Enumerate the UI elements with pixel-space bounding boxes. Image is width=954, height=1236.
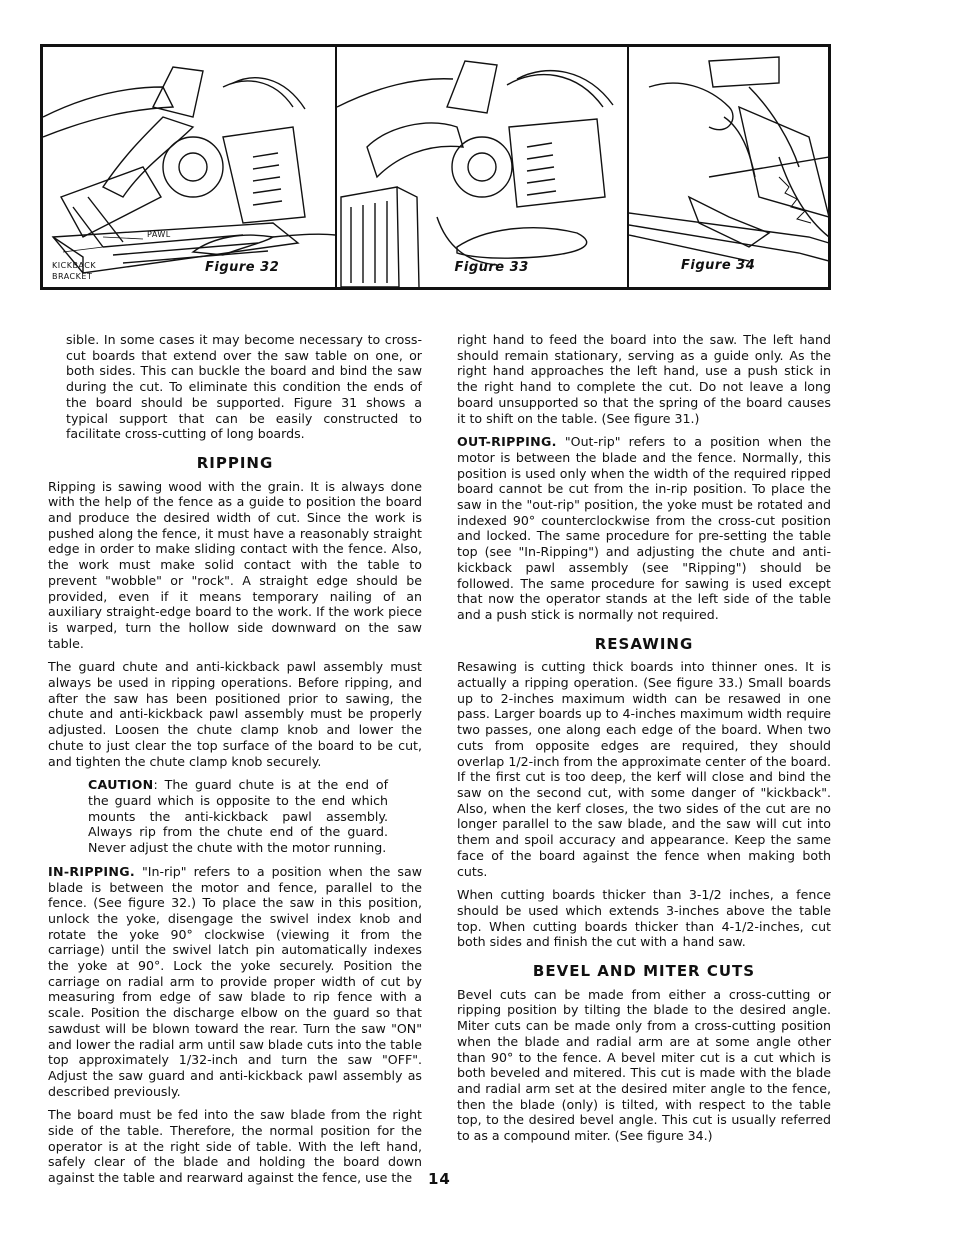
ripping-heading: RIPPING	[196, 453, 274, 472]
figure-strip	[40, 44, 831, 290]
figure-32	[43, 47, 335, 287]
pawl-label: PAWL	[147, 230, 171, 239]
out-ripping-text: "Out-rip" refers to a position when the motor is between the blade and the fence. Normally, this position is used only when the width of the required ripped board cannot be cut from the in-rip position. To place the saw in the "out-rip" position, the yoke must be rotated and indexed 90° counterclockwise from the cross-cut position and locked. The same procedure for pre-setting the table top (see "In-Ripping") and adjusting the chute and anti-kickback pawl assembly (see "Ripping") should be followed. The same procedure for sawing is used except that now the operator stands at the left side of the table and a push stick is normally not required.	[457, 434, 831, 622]
right-column	[457, 332, 831, 1152]
figure-34	[627, 47, 828, 287]
out-ripping-lead: OUT-RIPPING.	[457, 434, 557, 450]
out-ripping-paragraph	[457, 434, 831, 622]
figure-32-illustration	[43, 47, 335, 287]
kickback-label: KICKBACK	[52, 261, 97, 270]
caution-paragraph	[88, 777, 388, 856]
intro-paragraph: sible. In some cases it may become necessary to cross-cut boards that extend over the saw table on one, or both sides. This can buckle the board and bind the saw during the cut. To eliminate this condition the ends of the board should be supported. Figure 31 shows a typical support that can be easily constructed to facilitate cross-cutting of long boards.	[66, 332, 422, 442]
figure-34-illustration	[629, 47, 828, 287]
figure-33-caption: Figure 33	[454, 260, 529, 275]
bracket-label: BRACKET	[52, 272, 93, 281]
in-ripping-lead: IN-RIPPING.	[48, 863, 135, 879]
in-ripping-paragraph	[48, 864, 422, 1100]
continuation-paragraph: right hand to feed the board into the saw. The left hand should remain stationary, serving as a guide only. As the right hand approaches the left hand, use a push stick in the right hand to complete the cut. Do not leave a long board unsupported so that the spring of the board causes it to shift on the table. (See figure 31.)	[457, 332, 831, 426]
page-number: 14	[428, 1170, 451, 1188]
caution-lead: CAUTION	[88, 777, 154, 793]
figure-32-caption: Figure 32	[205, 260, 280, 275]
resawing-paragraph-2: When cutting boards thicker than 3-1/2 inches, a fence should be used which extends 3-inches above the table top. When cutting boards thicker than 4-1/2-inches, cut both sides and finish the cut with a hand saw.	[457, 887, 831, 950]
resawing-paragraph-1: Resawing is cutting thick boards into thinner ones. It is actually a ripping operation. (See figure 33.) Small boards up to 2-inches maximum width can be resawed in one pass. Larger boards up to 4-inches maximum width require two passes, one along each edge of the board. When two cuts from opposite edges are required, they should overlap 1/2-inch from the approximate center of the board. If the first cut is too deep, the kerf will close and bind the saw on the second cut, with some danger of "kickback". Also, when the kerf closes, the two sides of the cut are no longer parallel to the saw blade, and the saw will cut into them and spoil accuracy and appearance. Keep the same face of the board against the fence when making both cuts.	[457, 659, 831, 879]
ripping-paragraph-2: The guard chute and anti-kickback pawl assembly must always be used in ripping operations. Before ripping, and after the saw has been positioned prior to sawing, the chute and anti-kickback pawl assembly must be properly adjusted. Loosen the chute clamp knob and lower the chute to just clear the top surface of the board to be cut, and tighten the chute clamp knob securely.	[48, 659, 422, 769]
resawing-heading: RESAWING	[594, 634, 694, 653]
feed-paragraph: The board must be fed into the saw blade from the right side of the table. Therefore, the normal position for the operator is at the right side of table. With the left hand, safely clear of the blade and holding the board down against the table and rearward against the fence, use the	[48, 1107, 422, 1186]
figure-34-caption: Figure 34	[681, 258, 756, 273]
figure-33	[335, 47, 628, 287]
bevel-miter-heading: BEVEL AND MITER CUTS	[532, 962, 756, 981]
left-column	[48, 332, 422, 1194]
in-ripping-text: "In-rip" refers to a position when the saw blade is between the motor and fence, parallel to the fence. (See figure 32.) To place the saw in this position, unlock the yoke, disengage the swivel index knob and rotate the yoke 90° clockwise (viewing it from the carriage) until the swivel latch pin automatically indexes the yoke at 90°. Lock the yoke securely. Position the carriage on radial arm to provide proper width of cut by measuring from edge of saw blade to rip fence with a scale. Position the discharge elbow on the guard so that sawdust will be blown toward the rear. Turn the saw "ON" and lower the radial arm until saw blade cuts into the table top approximately 1/32-inch and turn the saw "OFF". Adjust the saw guard and anti-kickback pawl assembly as described previously.	[48, 863, 422, 1099]
figure-33-illustration	[337, 47, 628, 287]
caution-text: : The guard chute is at the end of the guard which is opposite to the end which mounts the anti-kickback pawl assembly. Always rip from the chute end of the guard. Never adjust the chute with the motor running.	[88, 777, 388, 856]
ripping-paragraph-1: Ripping is sawing wood with the grain. It is always done with the help of the fence as a guide to position the board and produce the desired width of cut. Since the work is pushed along the fence, it must have a reasonably straight edge in order to make sliding contact with the fence. Also, the work must make solid contact with the table to prevent "wobble" or "rock". A straight edge should be provided, even if it means temporary nailing of an auxiliary straight-edge board to the work. If the work piece is warped, turn the hollow side downward on the saw table.	[48, 478, 422, 651]
bevel-paragraph: Bevel cuts can be made from either a cross-cutting or ripping position by tilting the blade to the desired angle. Miter cuts can be made only from a cross-cutting position when the blade and radial arm are at some angle other than 90° to the fence. A bevel miter cut is a cut which is both beveled and mitered. This cut is made with the blade and radial arm set at the desired miter angle to the fence, then the blade (only) is tilted, with respect to the table top, to the desired bevel angle. This cut is usually referred to as a compound miter. (See figure 34.)	[457, 986, 831, 1144]
